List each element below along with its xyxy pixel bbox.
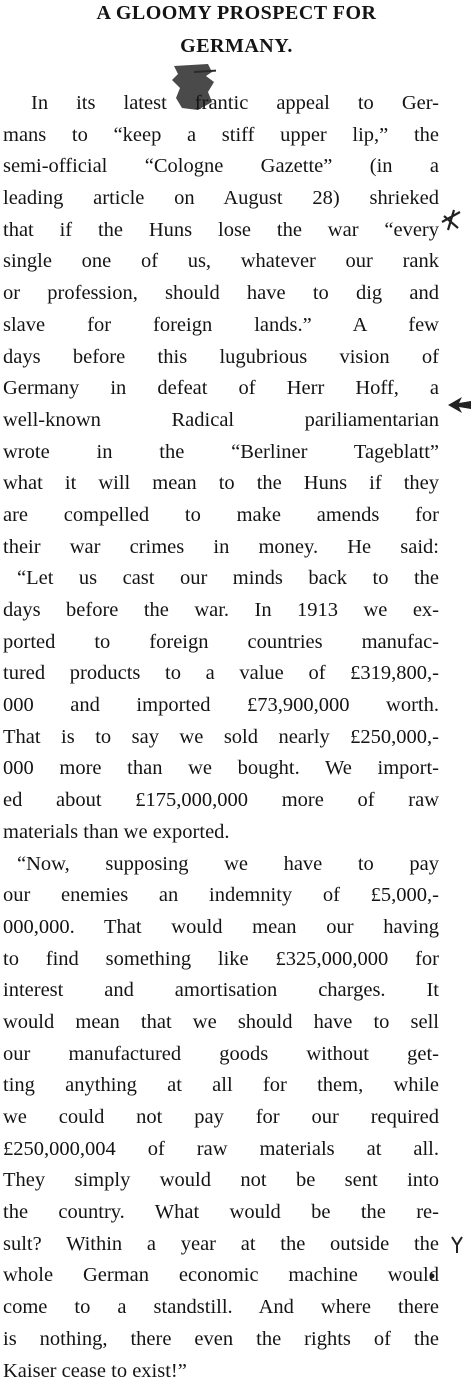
text-line: days before the war. In 1913 we ex- <box>3 595 439 627</box>
text-line: whole German economic machine would <box>3 1260 439 1292</box>
text-line: single one of us, whatever our rank <box>3 246 439 278</box>
text-line: the country. What would be the re- <box>3 1197 439 1229</box>
text-line: or profession, should have to dig and <box>3 278 439 310</box>
text-line: £250,000,004 of raw materials at all. <box>3 1134 439 1166</box>
text-line: days before this lugubrious vision of <box>3 342 439 374</box>
text-line: wrote in the “Berliner Tageblatt” <box>3 437 439 469</box>
text-line: They simply would not be sent into <box>3 1165 439 1197</box>
text-line: Germany in defeat of Herr Hoff, a <box>3 373 439 405</box>
headline-line-1: A GLOOMY PROSPECT FOR <box>0 1 473 25</box>
text-line: ting anything at all for them, while <box>3 1070 439 1102</box>
text-line: interest and amortisation charges. It <box>3 975 439 1007</box>
text-line: In its latest frantic appeal to Ger- <box>3 88 439 120</box>
text-line: our manufactured goods without get- <box>3 1039 439 1071</box>
text-line: what it will mean to the Huns if they <box>3 468 439 500</box>
margin-mark-icon <box>438 206 464 234</box>
text-line: tured products to a value of £319,800,- <box>3 658 439 690</box>
text-line: ported to foreign countries manufac- <box>3 627 439 659</box>
text-line: “Let us cast our minds back to the <box>3 563 439 595</box>
text-line: That is to say we sold nearly £250,000,- <box>3 722 439 754</box>
margin-tick-icon <box>450 1235 464 1255</box>
text-line: we could not pay for our required <box>3 1102 439 1134</box>
text-line: materials than we exported. <box>3 817 439 849</box>
text-line: 000 more than we bought. We import- <box>3 753 439 785</box>
text-line: sult? Within a year at the outside the <box>3 1229 439 1261</box>
text-line: that if the Huns lose the war “every <box>3 215 439 247</box>
text-line: leading article on August 28) shrieked <box>3 183 439 215</box>
text-line: 000 and imported £73,900,000 worth. <box>3 690 439 722</box>
text-line: is nothing, there even the rights of the <box>3 1324 439 1356</box>
text-line: are compelled to make amends for <box>3 500 439 532</box>
text-line: come to a standstill. And where there <box>3 1292 439 1324</box>
text-line: well-known Radical pariliamentarian <box>3 405 439 437</box>
text-line: slave for foreign lands.” A few <box>3 310 439 342</box>
text-line: our enemies an indemnity of £5,000,- <box>3 880 439 912</box>
text-line: Kaiser cease to exist!” <box>3 1356 439 1387</box>
text-line: “Now, supposing we have to pay <box>3 849 439 881</box>
text-line: mans to “keep a stiff upper lip,” the <box>3 120 439 152</box>
text-line: their war crimes in money. He said: <box>3 532 439 564</box>
text-line: ed about £175,000,000 more of raw <box>3 785 439 817</box>
text-line: 000,000. That would mean our having <box>3 912 439 944</box>
margin-arrow-icon <box>446 394 472 416</box>
article-body <box>3 88 439 1387</box>
text-line: would mean that we should have to sell <box>3 1007 439 1039</box>
headline-line-2: GERMANY. <box>0 34 473 58</box>
text-line: to find something like £325,000,000 for <box>3 944 439 976</box>
text-line: semi-official “Cologne Gazette” (in a <box>3 151 439 183</box>
